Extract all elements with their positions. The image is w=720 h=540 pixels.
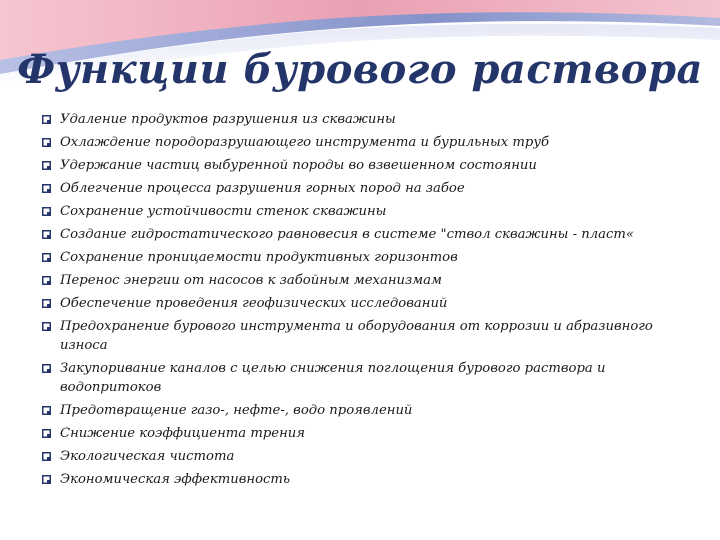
bullet-item <box>42 317 682 355</box>
bullet-item <box>42 401 682 420</box>
bullet-text: Облегчение процесса разрушения горных пород на забое <box>60 181 465 196</box>
hollow-square-bullet-icon <box>42 138 51 147</box>
hollow-square-bullet-icon <box>42 429 51 438</box>
hollow-square-bullet-icon <box>42 322 51 331</box>
bullet-text: Охлаждение породоразрушающего инструмента и бурильных труб <box>60 135 550 150</box>
bullet-item <box>42 179 682 198</box>
bullet-list <box>42 110 682 493</box>
hollow-square-bullet-icon <box>42 299 51 308</box>
bullet-text: Удаление продуктов разрушения из скважины <box>60 112 396 127</box>
bullet-text: Предохранение бурового инструмента и оборудования от коррозии и абразивного износа <box>60 319 653 353</box>
bullet-text: Сохранение проницаемости продуктивных горизонтов <box>60 250 458 265</box>
hollow-square-bullet-icon <box>42 364 51 373</box>
bullet-item <box>42 359 682 397</box>
bullet-item <box>42 294 682 313</box>
hollow-square-bullet-icon <box>42 207 51 216</box>
bullet-item <box>42 133 682 152</box>
bullet-item <box>42 156 682 175</box>
hollow-square-bullet-icon <box>42 253 51 262</box>
slide-title: Функции бурового раствора <box>17 46 703 93</box>
hollow-square-bullet-icon <box>42 276 51 285</box>
bullet-item <box>42 470 682 489</box>
hollow-square-bullet-icon <box>42 115 51 124</box>
bullet-text: Создание гидростатического равновесия в системе "ствол скважины - пласт« <box>60 227 634 242</box>
bullet-text: Обеспечение проведения геофизических исследований <box>60 296 448 311</box>
bullet-item <box>42 447 682 466</box>
bullet-text: Перенос энергии от насосов к забойным механизмам <box>60 273 442 288</box>
bullet-text: Снижение коэффициента трения <box>60 426 305 441</box>
bullet-item <box>42 202 682 221</box>
hollow-square-bullet-icon <box>42 161 51 170</box>
bullet-text: Предотвращение газо-, нефте-, водо проявлений <box>60 403 413 418</box>
bullet-item <box>42 110 682 129</box>
hollow-square-bullet-icon <box>42 475 51 484</box>
bullet-text: Удержание частиц выбуренной породы во взвешенном состоянии <box>60 158 537 173</box>
bullet-text: Экологическая чистота <box>60 449 235 464</box>
hollow-square-bullet-icon <box>42 230 51 239</box>
bullet-item <box>42 248 682 267</box>
bullet-item <box>42 424 682 443</box>
hollow-square-bullet-icon <box>42 452 51 461</box>
hollow-square-bullet-icon <box>42 406 51 415</box>
bullet-text: Сохранение устойчивости стенок скважины <box>60 204 387 219</box>
bullet-item <box>42 271 682 290</box>
bullet-item <box>42 225 682 244</box>
hollow-square-bullet-icon <box>42 184 51 193</box>
bullet-text: Закупоривание каналов с целью снижения поглощения бурового раствора и водопритоков <box>60 361 606 395</box>
bullet-text: Экономическая эффективность <box>60 472 291 487</box>
